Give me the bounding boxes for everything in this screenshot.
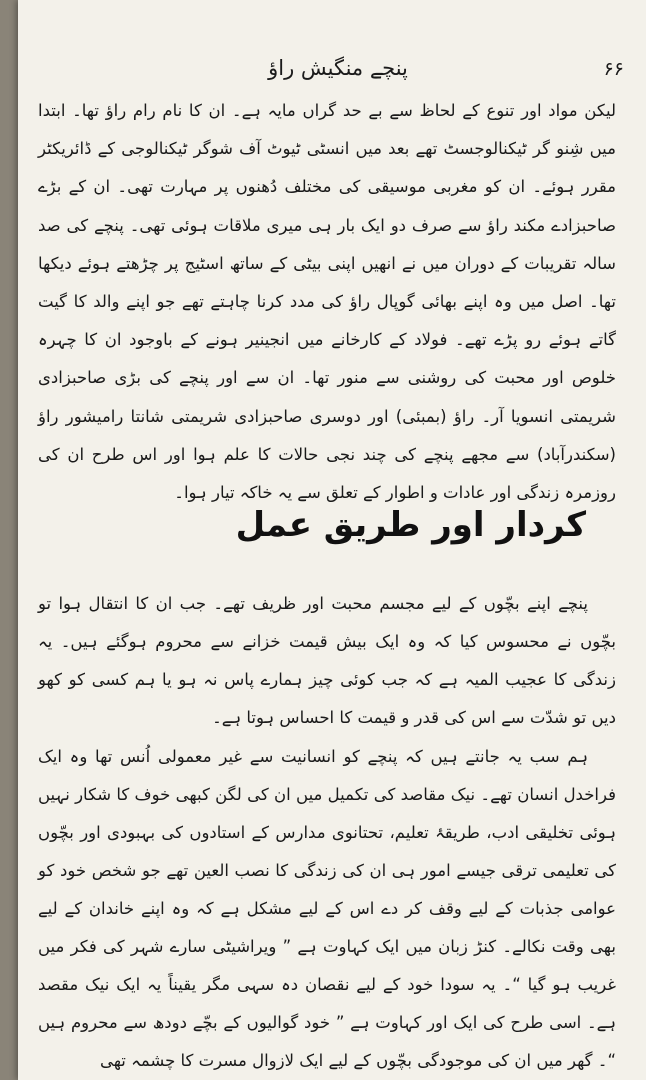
page-number: ۶۶ [603, 58, 624, 80]
book-page [18, 0, 646, 1080]
paragraph-third: ہم سب یہ جانتے ہیں کہ پنچے کو انسانیت سے غیر معمولی اُنس تھا وہ ایک فراخدل انسان تھے۔ نیک مقاصد کی تکمیل میں ان کی لگن کبھی خوف کا شکار نہیں ہوئی تخلیقی ادب، طریقۂ تعلیم، تحتانوی مدارس کے استادوں کی بہبودی اور بچّوں کی تعلیمی ترقی جیسے امور ہی ان کی زندگی کا نصب العین تھے جو شخص خود کو عوامی جذبات کے لیے وقف کر دے اس کے لیے مشکل ہے کہ وہ اپنے خاندان کے لیے بھی وقت نکالے۔ کنڑ زبان میں ایک کہاوت ہے ” ویراشیٹی سارے شہر کی فکر میں غریب ہو گیا “۔ یہ سودا خود کے لیے نقصان دہ سہی مگر یقیناً یہ ایک نیک مقصد ہے۔ اسی طرح کی ایک اور کہاوت ہے ” خود گوالیوں کے بچّے دودھ سے محروم ہیں “۔ گھر میں ان کی موجودگی بچّوں کے لیے ایک لازوال مسرت کا چشمہ تھی [38, 747, 616, 1070]
section-heading: کردار اور طریق عمل [235, 505, 586, 545]
paragraph-intro: لیکن مواد اور تنوع کے لحاظ سے بے حد گراں مایہ ہے۔ ان کا نام رام راؤ تھا۔ ابتدا میں شِنو گر ٹیکنالوجسٹ تھے بعد میں انسٹی ٹیوٹ آف شوگر ٹیکنالوجی کے ڈائریکٹر مقرر ہوئے۔ ان کو مغربی موسیقی کی مختلف دُھنوں پر مہارت تھی۔ ان کے بڑے صاحبزادے مکند راؤ سے صرف دو ایک بار ہی میری ملاقات ہوئی تھی۔ پنچے کی صد سالہ تقریبات کے دوران میں نے انھیں اپنی بیٹی کے ساتھ اسٹیج پر چڑھتے ہوئے دیکھا تھا۔ اصل میں وہ اپنے بھائی گوپال راؤ کی مدد کرنا چاہتے تھے جو اپنے والد کا گیت گاتے ہوئے رو پڑے تھے۔ فولاد کے کارخانے میں انجینیر ہونے کے باوجود ان کا چہرہ خلوص اور محبت کی روشنی سے منور تھا۔ ان سے اور پنچے کی بڑی صاحبزادی شریمتی انسویا آر۔ راؤ (بمبئی) اور دوسری صاحبزادی شریمتی شانتا رامیشور راؤ (سکندرآباد) سے مجھے پنچے کی چند نجی حالات کا علم ہوا اور اس طرح ان کی روزمرہ زندگی اور عادات و اطوار کے تعلق سے یہ خاکہ تیار ہوا۔ [38, 101, 616, 503]
paragraph-second: پنچے اپنے بچّوں کے لیے مجسم محبت اور ظریف تھے۔ جب ان کا انتقال ہوا تو بچّوں نے محسوس کیا کہ وہ ایک بیش قیمت خزانے سے محروم ہوگئے ہیں۔ یہ زندگی کا عجیب المیہ ہے کہ جب کوئی چیز ہمارے پاس نہ ہو یا ہم کسی کو کھو دیں تو شدّت سے اس کی قدر و قیمت کا احساس ہوتا ہے۔ [38, 594, 616, 727]
page-header [18, 56, 646, 90]
running-title: پنچے منگیش راؤ [268, 56, 408, 80]
